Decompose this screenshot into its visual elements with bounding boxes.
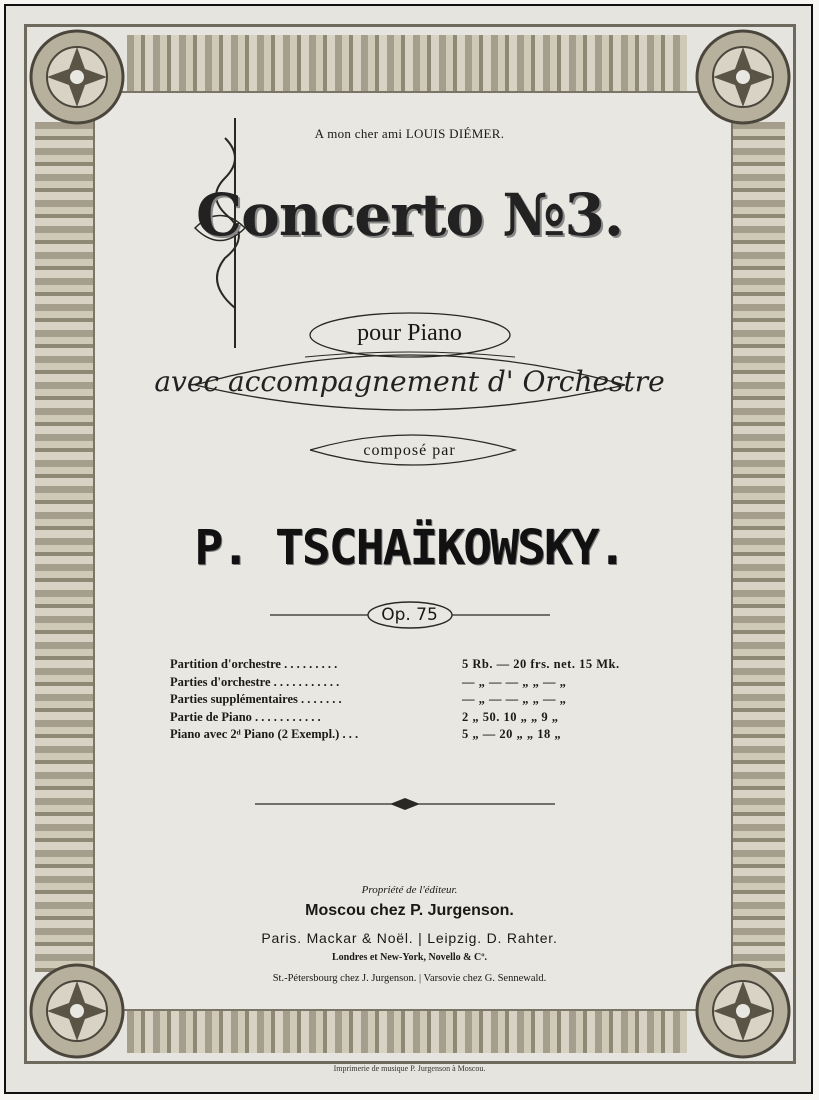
publisher-paris-leipzig: Paris. Mackar & Noël. | Leipzig. D. Rahter. xyxy=(261,930,558,946)
price-values: 5 Rb. — 20 frs. net. 15 Mk. xyxy=(462,657,620,671)
subtitle-accompaniment: avec accompagnement d' Orchestre xyxy=(154,365,665,398)
subtitle-pour-piano: pour Piano xyxy=(357,320,462,346)
publisher-moscow: Moscou chez P. Jurgenson. xyxy=(305,902,514,919)
opus-number: Op. 75 xyxy=(381,605,438,625)
price-values: 2 „ 50. 10 „ „ 9 „ xyxy=(462,709,559,724)
compose-par: composé par xyxy=(363,442,456,459)
price-values: — „ — — „ „ — „ xyxy=(462,692,567,707)
price-row xyxy=(170,709,670,727)
price-row xyxy=(170,691,670,709)
price-row xyxy=(170,656,670,674)
printer-note: Imprimerie de musique P. Jurgenson à Moscou. xyxy=(333,1064,486,1073)
publisher-stpetersburg: St.-Pétersbourg chez J. Jurgenson. | Varsovie chez G. Sennewald. xyxy=(272,973,547,984)
floral-border-top xyxy=(127,35,687,91)
divider-ornament-icon xyxy=(255,796,555,812)
price-row xyxy=(170,674,670,692)
dedication: A mon cher ami LOUIS DIÉMER. xyxy=(314,126,505,141)
publisher-london: Londres et New-York, Novello & Cº. xyxy=(331,952,488,963)
price-label: Parties d'orchestre . . . . . . . . . . . xyxy=(170,674,340,689)
publisher-property: Propriété de l'éditeur. xyxy=(361,884,458,896)
price-label: Partition d'orchestre . . . . . . . . . xyxy=(170,657,338,671)
corner-ornament-icon xyxy=(693,27,793,127)
price-values: 5 „ — 20 „ „ 18 „ xyxy=(462,727,562,742)
work-title: Concerto №3. xyxy=(195,181,624,249)
composer-name: P. TSCHAÏKOWSKY. xyxy=(194,520,625,576)
price-values: — „ — — „ „ — „ xyxy=(462,674,567,689)
price-label: Parties supplémentaires . . . . . . . xyxy=(170,692,342,707)
price-row xyxy=(170,726,670,744)
price-label: Partie de Piano . . . . . . . . . . . xyxy=(170,709,321,724)
subtitle-flourish-icon xyxy=(185,285,635,435)
price-list xyxy=(170,656,670,744)
corner-ornament-icon xyxy=(27,27,127,127)
price-label: Piano avec 2ᵈ Piano (2 Exempl.) . . . xyxy=(170,727,359,742)
